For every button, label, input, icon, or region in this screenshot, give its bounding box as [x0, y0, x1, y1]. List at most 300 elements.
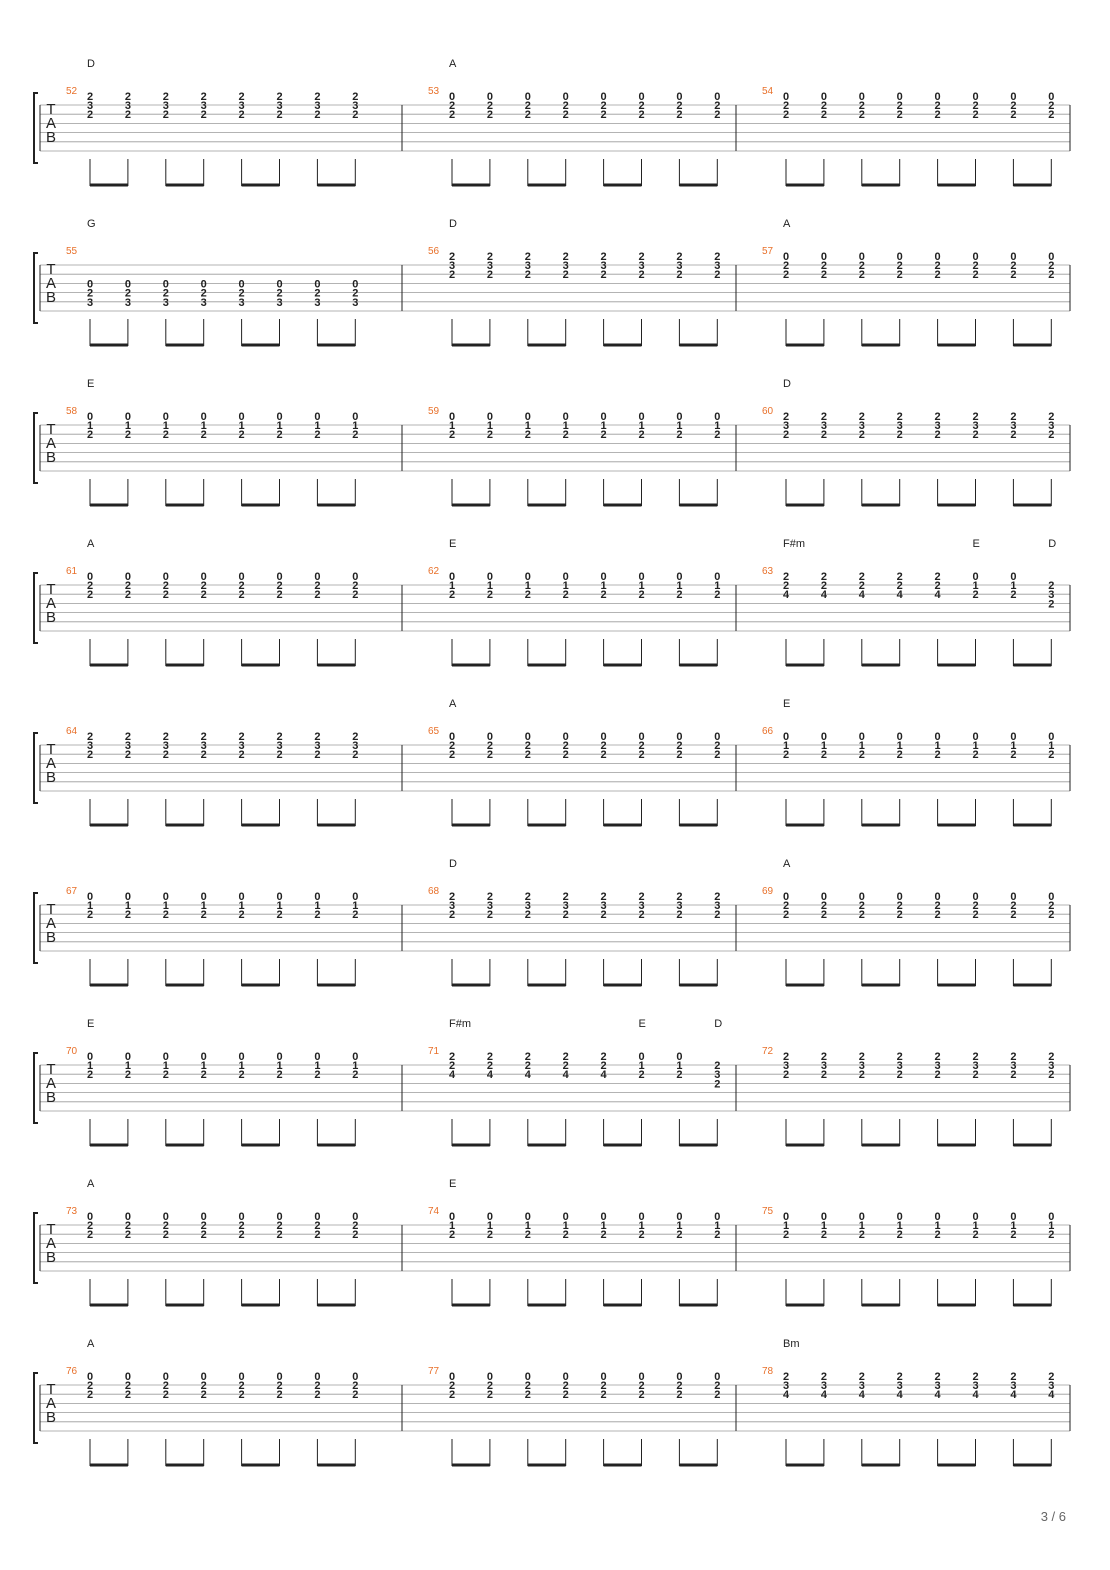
fret-number: 2: [676, 250, 683, 263]
tab-clef-letter: T: [46, 1061, 56, 1078]
fret-number: 2: [714, 740, 721, 752]
fret-number: 2: [562, 429, 569, 442]
fret-number: 1: [352, 900, 359, 912]
fret-number: 1: [714, 1220, 721, 1232]
tab-clef-letter: B: [45, 1089, 57, 1106]
fret-number: 2: [896, 100, 903, 112]
fret-number: 2: [972, 1229, 979, 1242]
fret-number: 2: [858, 1050, 865, 1063]
tab-clef-letter: T: [46, 1221, 56, 1238]
fret-number: 2: [448, 1229, 456, 1242]
fret-number: 2: [486, 1229, 493, 1242]
fret-number: 2: [934, 269, 941, 282]
fret-number: 0: [676, 730, 683, 743]
fret-number: 2: [352, 1389, 359, 1402]
fret-number: 4: [600, 1069, 607, 1082]
fret-number: 1: [858, 1220, 865, 1232]
fret-number: 2: [934, 909, 941, 922]
fret-number: 2: [972, 429, 979, 442]
fret-number: 2: [600, 1389, 607, 1402]
fret-number: 2: [314, 1380, 321, 1392]
fret-number: 3: [676, 900, 683, 912]
fret-number: 4: [858, 589, 865, 602]
fret-number: 3: [676, 260, 683, 272]
fret-number: 2: [448, 269, 456, 282]
fret-number: 0: [238, 1370, 245, 1383]
measure-number: 65: [428, 726, 440, 737]
fret-number: 2: [714, 100, 721, 112]
fret-number: 2: [1048, 1229, 1055, 1242]
fret-number: 2: [858, 900, 865, 912]
fret-number: 0: [562, 1370, 569, 1383]
fret-number: 1: [524, 420, 531, 432]
fret-number: 2: [600, 589, 607, 602]
fret-number: 2: [676, 429, 683, 442]
measure-number: 61: [66, 566, 78, 577]
fret-number: 2: [972, 410, 979, 423]
fret-number: 3: [934, 1380, 941, 1392]
fret-number: 4: [820, 1389, 827, 1402]
fret-number: 2: [486, 269, 493, 282]
fret-number: 2: [714, 589, 721, 602]
fret-number: 0: [600, 90, 607, 103]
fret-number: 0: [638, 1210, 645, 1223]
fret-number: 3: [820, 1380, 827, 1392]
fret-number: 2: [448, 1380, 456, 1392]
fret-number: 2: [562, 749, 569, 762]
fret-number: 2: [638, 1389, 645, 1402]
fret-number: 3: [86, 740, 94, 752]
fret-number: 1: [972, 580, 979, 592]
fret-number: 3: [600, 260, 607, 272]
fret-number: 0: [124, 278, 131, 291]
fret-number: 2: [972, 749, 979, 762]
fret-number: 4: [562, 1069, 569, 1082]
fret-number: 3: [314, 740, 321, 752]
fret-number: 2: [1048, 598, 1055, 611]
fret-number: 3: [1010, 1060, 1017, 1072]
fret-number: 1: [714, 420, 721, 432]
fret-number: 2: [934, 1370, 941, 1383]
fret-number: 3: [86, 296, 94, 309]
fret-number: 0: [524, 730, 531, 743]
fret-number: 2: [1048, 900, 1055, 912]
fret-number: 1: [600, 1220, 607, 1232]
fret-number: 3: [352, 100, 359, 112]
fret-number: 2: [276, 429, 283, 442]
fret-number: 2: [448, 740, 456, 752]
fret-number: 0: [714, 90, 721, 103]
fret-number: 2: [858, 100, 865, 112]
tab-clef-letter: A: [45, 435, 57, 452]
fret-number: 2: [896, 1370, 903, 1383]
fret-number: 2: [448, 109, 456, 122]
fret-number: 3: [896, 1060, 903, 1072]
fret-number: 2: [276, 1389, 283, 1402]
fret-number: 0: [448, 410, 456, 423]
fret-number: 3: [524, 900, 531, 912]
fret-number: 2: [782, 1069, 790, 1082]
fret-number: 2: [820, 260, 827, 272]
fret-number: 3: [124, 296, 131, 309]
fret-number: 1: [858, 740, 865, 752]
fret-number: 2: [238, 429, 245, 442]
fret-number: 2: [86, 90, 94, 103]
chord-name: E: [449, 1178, 457, 1190]
fret-number: 0: [562, 570, 569, 583]
tab-clef-letter: T: [46, 421, 56, 438]
fret-number: 2: [238, 749, 245, 762]
measure-number: 64: [66, 726, 78, 737]
fret-number: 2: [162, 429, 169, 442]
fret-number: 2: [600, 1380, 607, 1392]
fret-number: 0: [934, 90, 941, 103]
fret-number: 0: [486, 730, 493, 743]
fret-number: 0: [638, 1050, 645, 1063]
fret-number: 2: [676, 909, 683, 922]
fret-number: 2: [200, 580, 207, 592]
fret-number: 3: [448, 900, 456, 912]
fret-number: 1: [448, 420, 456, 432]
fret-number: 2: [524, 890, 531, 903]
fret-number: 2: [276, 1229, 283, 1242]
fret-number: 2: [276, 109, 283, 122]
fret-number: 0: [238, 1210, 245, 1223]
fret-number: 2: [124, 749, 131, 762]
fret-number: 0: [314, 1050, 321, 1063]
fret-number: 1: [638, 420, 645, 432]
fret-number: 2: [124, 909, 131, 922]
fret-number: 2: [562, 100, 569, 112]
fret-number: 2: [1048, 749, 1055, 762]
fret-number: 2: [934, 100, 941, 112]
fret-number: 3: [972, 1380, 979, 1392]
fret-number: 2: [200, 909, 207, 922]
fret-number: 2: [820, 1069, 827, 1082]
fret-number: 2: [524, 740, 531, 752]
fret-number: 3: [352, 296, 359, 309]
fret-number: 2: [486, 740, 493, 752]
fret-number: 0: [934, 890, 941, 903]
fret-number: 2: [1010, 1370, 1017, 1383]
chord-name: A: [87, 1338, 95, 1350]
fret-number: 3: [782, 1380, 790, 1392]
fret-number: 2: [524, 1229, 531, 1242]
chord-name: A: [87, 538, 95, 550]
measure-number: 59: [428, 406, 440, 417]
fret-number: 2: [600, 100, 607, 112]
measure-number: 57: [762, 246, 774, 257]
fret-number: 2: [714, 1229, 721, 1242]
tab-clef-letter: T: [46, 101, 56, 118]
fret-number: 2: [238, 580, 245, 592]
fret-number: 1: [638, 1060, 645, 1072]
fret-number: 2: [782, 1229, 790, 1242]
fret-number: 0: [124, 570, 131, 583]
fret-number: 2: [896, 909, 903, 922]
fret-number: 0: [448, 1210, 456, 1223]
fret-number: 3: [276, 740, 283, 752]
fret-number: 3: [352, 740, 359, 752]
fret-number: 1: [562, 580, 569, 592]
fret-number: 2: [486, 1050, 493, 1063]
fret-number: 2: [972, 1370, 979, 1383]
fret-number: 0: [86, 410, 94, 423]
fret-number: 1: [238, 420, 245, 432]
fret-number: 2: [820, 429, 827, 442]
fret-number: 0: [638, 90, 645, 103]
fret-number: 2: [486, 1060, 493, 1072]
fret-number: 2: [1048, 429, 1055, 442]
fret-number: 0: [858, 730, 865, 743]
fret-number: 1: [200, 420, 207, 432]
fret-number: 2: [524, 100, 531, 112]
fret-number: 2: [86, 730, 94, 743]
fret-number: 2: [858, 1069, 865, 1082]
fret-number: 2: [314, 429, 321, 442]
fret-number: 2: [86, 287, 94, 300]
fret-number: 2: [676, 1229, 683, 1242]
fret-number: 4: [782, 589, 790, 602]
fret-number: 3: [820, 1060, 827, 1072]
fret-number: 0: [714, 570, 721, 583]
fret-number: 3: [238, 100, 245, 112]
fret-number: 3: [782, 1060, 790, 1072]
fret-number: 2: [238, 589, 245, 602]
fret-number: 2: [86, 429, 94, 442]
fret-number: 2: [352, 909, 359, 922]
fret-number: 2: [352, 730, 359, 743]
fret-number: 2: [238, 1389, 245, 1402]
fret-number: 2: [896, 410, 903, 423]
fret-number: 0: [1048, 890, 1055, 903]
system-bracket: [34, 1373, 38, 1443]
fret-number: 0: [820, 1210, 827, 1223]
fret-number: 2: [1048, 109, 1055, 122]
fret-number: 2: [782, 749, 790, 762]
fret-number: 0: [86, 570, 94, 583]
fret-number: 2: [934, 1069, 941, 1082]
fret-number: 0: [352, 410, 359, 423]
fret-number: 1: [1010, 740, 1017, 752]
fret-number: 2: [238, 730, 245, 743]
fret-number: 2: [600, 909, 607, 922]
tab-clef-letter: B: [45, 129, 57, 146]
fret-number: 0: [448, 570, 456, 583]
fret-number: 0: [638, 570, 645, 583]
fret-number: 1: [200, 900, 207, 912]
fret-number: 1: [238, 1060, 245, 1072]
fret-number: 4: [858, 1389, 865, 1402]
fret-number: 3: [972, 420, 979, 432]
fret-number: 2: [486, 429, 493, 442]
fret-number: 2: [562, 1050, 569, 1063]
fret-number: 2: [896, 900, 903, 912]
fret-number: 2: [858, 1229, 865, 1242]
tab-clef-letter: A: [45, 915, 57, 932]
fret-number: 2: [562, 250, 569, 263]
fret-number: 2: [238, 287, 245, 300]
chord-name: G: [87, 218, 96, 230]
fret-number: 2: [314, 1069, 321, 1082]
fret-number: 2: [1010, 109, 1017, 122]
fret-number: 0: [524, 570, 531, 583]
fret-number: 4: [524, 1069, 531, 1082]
chord-name: D: [714, 1018, 723, 1030]
fret-number: 0: [124, 890, 131, 903]
fret-number: 2: [782, 909, 790, 922]
fret-number: 2: [676, 269, 683, 282]
fret-number: 2: [972, 109, 979, 122]
fret-number: 0: [858, 90, 865, 103]
fret-number: 3: [524, 260, 531, 272]
fret-number: 3: [276, 100, 283, 112]
fret-number: 4: [972, 1389, 979, 1402]
fret-number: 2: [238, 909, 245, 922]
fret-number: 2: [314, 109, 321, 122]
fret-number: 2: [314, 1389, 321, 1402]
fret-number: 0: [238, 410, 245, 423]
fret-number: 2: [896, 429, 903, 442]
fret-number: 0: [896, 730, 903, 743]
fret-number: 0: [200, 278, 207, 291]
fret-number: 3: [972, 1060, 979, 1072]
fret-number: 0: [86, 890, 94, 903]
fret-number: 2: [896, 269, 903, 282]
fret-number: 0: [562, 730, 569, 743]
fret-number: 2: [124, 580, 131, 592]
fret-number: 2: [486, 109, 493, 122]
fret-number: 2: [200, 589, 207, 602]
fret-number: 0: [972, 890, 979, 903]
fret-number: 1: [676, 1220, 683, 1232]
fret-number: 2: [858, 109, 865, 122]
fret-number: 0: [972, 1210, 979, 1223]
fret-number: 0: [276, 278, 283, 291]
fret-number: 2: [448, 1060, 456, 1072]
fret-number: 2: [934, 749, 941, 762]
fret-number: 2: [352, 1380, 359, 1392]
tab-clef-letter: B: [45, 289, 57, 306]
tab-clef-letter: A: [45, 755, 57, 772]
fret-number: 0: [352, 1370, 359, 1383]
fret-number: 3: [200, 740, 207, 752]
fret-number: 0: [782, 1210, 790, 1223]
fret-number: 2: [352, 429, 359, 442]
fret-number: 2: [858, 580, 865, 592]
fret-number: 1: [820, 740, 827, 752]
fret-number: 0: [124, 410, 131, 423]
fret-number: 1: [200, 1060, 207, 1072]
fret-number: 2: [238, 1229, 245, 1242]
chord-name: E: [87, 1018, 95, 1030]
fret-number: 2: [782, 260, 790, 272]
fret-number: 2: [1010, 269, 1017, 282]
fret-number: 0: [676, 1210, 683, 1223]
fret-number: 2: [858, 410, 865, 423]
fret-number: 2: [934, 260, 941, 272]
fret-number: 0: [972, 570, 979, 583]
fret-number: 0: [314, 1370, 321, 1383]
fret-number: 3: [238, 740, 245, 752]
measure-number: 54: [762, 86, 774, 97]
fret-number: 2: [1010, 900, 1017, 912]
fret-number: 2: [676, 740, 683, 752]
fret-number: 2: [858, 260, 865, 272]
fret-number: 0: [86, 278, 94, 291]
chord-name: D: [449, 218, 457, 230]
fret-number: 1: [676, 1060, 683, 1072]
fret-number: 2: [524, 749, 531, 762]
fret-number: 2: [162, 287, 169, 300]
fret-number: 1: [276, 900, 283, 912]
fret-number: 0: [972, 250, 979, 263]
fret-number: 0: [162, 278, 169, 291]
fret-number: 2: [858, 749, 865, 762]
fret-number: 3: [638, 260, 645, 272]
fret-number: 2: [124, 1229, 131, 1242]
fret-number: 2: [782, 100, 790, 112]
chord-name: A: [783, 218, 791, 230]
fret-number: 2: [86, 589, 94, 602]
fret-number: 1: [782, 740, 790, 752]
fret-number: 2: [600, 890, 607, 903]
fret-number: 2: [714, 429, 721, 442]
fret-number: 2: [524, 909, 531, 922]
fret-number: 2: [162, 1389, 169, 1402]
fret-number: 0: [1048, 1210, 1055, 1223]
fret-number: 3: [714, 900, 721, 912]
fret-number: 2: [638, 909, 645, 922]
fret-number: 0: [782, 890, 790, 903]
fret-number: 0: [352, 890, 359, 903]
fret-number: 0: [896, 250, 903, 263]
fret-number: 0: [1048, 90, 1055, 103]
fret-number: 2: [562, 1380, 569, 1392]
fret-number: 2: [162, 589, 169, 602]
chord-name: D: [87, 58, 95, 70]
fret-number: 0: [972, 90, 979, 103]
fret-number: 2: [562, 589, 569, 602]
fret-number: 2: [524, 1060, 531, 1072]
fret-number: 0: [896, 90, 903, 103]
fret-number: 3: [600, 900, 607, 912]
fret-number: 2: [934, 570, 941, 583]
fret-number: 0: [200, 1050, 207, 1063]
fret-number: 2: [486, 909, 493, 922]
fret-number: 2: [448, 909, 456, 922]
fret-number: 1: [352, 420, 359, 432]
tab-clef-letter: T: [46, 261, 56, 278]
fret-number: 3: [714, 260, 721, 272]
fret-number: 2: [820, 900, 827, 912]
fret-number: 2: [896, 749, 903, 762]
chord-name: A: [449, 698, 457, 710]
fret-number: 4: [782, 1389, 790, 1402]
fret-number: 0: [600, 1210, 607, 1223]
chord-name: A: [87, 1178, 95, 1190]
fret-number: 1: [448, 580, 456, 592]
fret-number: 2: [600, 1060, 607, 1072]
fret-number: 1: [638, 1220, 645, 1232]
fret-number: 2: [124, 90, 131, 103]
fret-number: 1: [820, 1220, 827, 1232]
fret-number: 0: [934, 730, 941, 743]
measure-number: 75: [762, 1206, 774, 1217]
tab-clef-letter: T: [46, 901, 56, 918]
fret-number: 0: [486, 1210, 493, 1223]
fret-number: 2: [524, 1389, 531, 1402]
